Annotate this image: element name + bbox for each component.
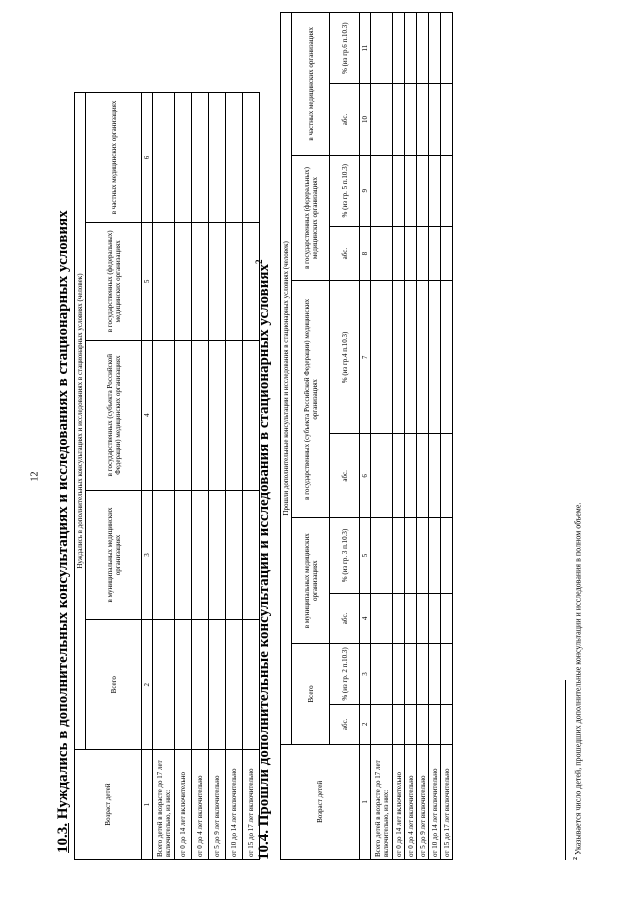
t2-cell[interactable] [405, 434, 417, 518]
t1-age-header: Возраст детей [75, 750, 142, 860]
t1-colnum: 1 [142, 750, 153, 860]
t2-colnum: 1 [360, 744, 371, 859]
footnote-text: Указывается число детей, прошедших дополнительные консультации и исследования в полном объеме. [573, 502, 583, 855]
t2-cell[interactable] [441, 644, 453, 705]
t2-pct-header: % (из гр. 2 п.10.3) [330, 644, 360, 705]
table-row [441, 13, 453, 860]
t1-cell[interactable] [175, 340, 192, 490]
t2-abs-header: абс. [330, 593, 360, 643]
t1-cell[interactable] [243, 93, 260, 223]
t2-pct-header: % (из гр. 5 п.10.3) [330, 155, 360, 226]
t2-row-label: от 5 до 9 лет включительно [417, 744, 429, 859]
table-row [175, 93, 192, 860]
footnote [573, 503, 583, 860]
t2-cell[interactable] [429, 155, 441, 226]
t2-cell[interactable] [441, 704, 453, 744]
table-row [209, 93, 226, 860]
t2-cell[interactable] [417, 644, 429, 705]
table2 [280, 12, 453, 860]
table-row [393, 13, 405, 860]
t1-group-header: Нуждались в дополнительных консультациях и исследованиях в стационарных условиях (человек) [75, 93, 86, 750]
t1-row-label: от 0 до 14 лет включительно [175, 750, 192, 860]
t2-cell[interactable] [405, 13, 417, 84]
t2-federal-header: в государственных (федеральных) медицинских организациях [292, 155, 330, 281]
t2-cell[interactable] [429, 704, 441, 744]
t2-cell[interactable] [429, 281, 441, 434]
t2-colnum: 6 [360, 434, 371, 518]
t2-colnum: 2 [360, 704, 371, 744]
t2-cell[interactable] [441, 593, 453, 643]
table-row [226, 93, 243, 860]
t2-cell[interactable] [371, 281, 393, 434]
t1-cell[interactable] [226, 93, 243, 223]
t1-cell[interactable] [192, 620, 209, 750]
t2-pct-header: % (из гр.4 п.10.3) [330, 281, 360, 434]
t2-cell[interactable] [405, 281, 417, 434]
t1-federal-header: в государственных (федеральных) медицинских организациях [86, 222, 142, 340]
t1-colnum: 6 [142, 93, 153, 223]
t2-subject-header: в государственных (субъекта Российской Федерации) медицинских организациях [292, 281, 330, 518]
t2-cell[interactable] [417, 226, 429, 281]
t2-cell[interactable] [393, 226, 405, 281]
t1-cell[interactable] [226, 222, 243, 340]
t2-colnum: 5 [360, 518, 371, 593]
t2-abs-header: абс. [330, 704, 360, 744]
t2-row-label: Всего детей в возрасте до 17 лет включительно, из них: [371, 744, 393, 859]
t1-colnum: 4 [142, 340, 153, 490]
t1-cell[interactable] [209, 340, 226, 490]
table-row [405, 13, 417, 860]
t2-abs-header: абс. [330, 226, 360, 281]
t2-cell[interactable] [371, 226, 393, 281]
t2-age-header: Возраст детей [281, 744, 360, 859]
t2-cell[interactable] [393, 644, 405, 705]
t2-cell[interactable] [417, 281, 429, 434]
t2-row-label: от 15 до 17 лет включительно [441, 744, 453, 859]
t1-cell[interactable] [209, 222, 226, 340]
t2-cell[interactable] [441, 518, 453, 593]
t2-row-label: от 0 до 14 лет включительно [393, 744, 405, 859]
t2-cell[interactable] [417, 518, 429, 593]
t1-cell[interactable] [153, 93, 175, 223]
table2-title-text: Прошли дополнительные консультации и исследования в стационарных условиях [256, 263, 272, 827]
t2-colnum: 8 [360, 226, 371, 281]
t2-cell[interactable] [417, 13, 429, 84]
t2-cell[interactable] [393, 434, 405, 518]
table2-title [254, 259, 273, 860]
t1-cell[interactable] [153, 222, 175, 340]
t2-cell[interactable] [393, 13, 405, 84]
t1-cell[interactable] [153, 490, 175, 620]
t2-colnum: 10 [360, 84, 371, 155]
t2-cell[interactable] [417, 434, 429, 518]
t2-cell[interactable] [405, 593, 417, 643]
table-row [371, 13, 393, 860]
t1-colnum: 5 [142, 222, 153, 340]
t1-row-label: от 5 до 9 лет включительно [209, 750, 226, 860]
t2-cell[interactable] [405, 84, 417, 155]
t1-row-label: от 0 до 4 лет включительно [192, 750, 209, 860]
t1-cell[interactable] [175, 222, 192, 340]
t2-cell[interactable] [393, 518, 405, 593]
t1-private-header: в частных медицинских организациях [86, 93, 142, 223]
t1-total-header: Всего [86, 620, 142, 750]
t2-cell[interactable] [429, 84, 441, 155]
t2-cell[interactable] [371, 593, 393, 643]
t2-cell[interactable] [417, 155, 429, 226]
table-row [153, 93, 175, 860]
t2-cell[interactable] [371, 644, 393, 705]
footnote-mark: 2 [573, 857, 579, 860]
t1-cell[interactable] [209, 93, 226, 223]
t1-cell[interactable] [209, 620, 226, 750]
t2-cell[interactable] [441, 155, 453, 226]
t2-colnum: 7 [360, 281, 371, 434]
t1-cell[interactable] [192, 340, 209, 490]
t1-cell[interactable] [175, 490, 192, 620]
t2-cell[interactable] [393, 84, 405, 155]
t2-cell[interactable] [405, 518, 417, 593]
table1-number: 10.3. [55, 823, 71, 853]
t2-cell[interactable] [393, 704, 405, 744]
t1-row-label: Всего детей в возрасте до 17 лет включительно, из них: [153, 750, 175, 860]
t2-cell[interactable] [371, 84, 393, 155]
t2-cell[interactable] [441, 13, 453, 84]
table-row [429, 13, 441, 860]
t2-cell[interactable] [429, 593, 441, 643]
t2-abs-header: абс. [330, 84, 360, 155]
t1-colnum: 2 [142, 620, 153, 750]
t2-cell[interactable] [405, 644, 417, 705]
footnote-divider [565, 680, 566, 860]
table1-title [55, 210, 72, 853]
t1-cell[interactable] [226, 490, 243, 620]
t1-cell[interactable] [192, 93, 209, 223]
table2-number: 10.4. [256, 830, 272, 860]
page-number: 12 [29, 471, 41, 482]
t2-cell[interactable] [405, 155, 417, 226]
t2-cell[interactable] [405, 226, 417, 281]
t2-pct-header: % (из гр. 3 п.10.3) [330, 518, 360, 593]
t2-row-label: от 0 до 4 лет включительно [405, 744, 417, 859]
t2-cell[interactable] [371, 518, 393, 593]
t2-colnum: 9 [360, 155, 371, 226]
t2-total-header: Всего [292, 644, 330, 745]
t2-cell[interactable] [371, 434, 393, 518]
t1-cell[interactable] [226, 620, 243, 750]
t1-colnum: 3 [142, 490, 153, 620]
t2-group-header: Прошли дополнительные консультации и исследования в стационарных условиях (человек) [281, 13, 292, 745]
t1-subject-header: в государственных (субъекта Российской Федерации) медицинских организациях [86, 340, 142, 490]
t1-cell[interactable] [175, 93, 192, 223]
t1-cell[interactable] [175, 620, 192, 750]
t1-cell[interactable] [192, 490, 209, 620]
t1-cell[interactable] [209, 490, 226, 620]
t2-cell[interactable] [429, 518, 441, 593]
table-row [417, 13, 429, 860]
t1-cell[interactable] [192, 222, 209, 340]
t2-cell[interactable] [393, 593, 405, 643]
t2-colnum: 11 [360, 13, 371, 84]
t1-cell[interactable] [153, 340, 175, 490]
t1-row-label: от 10 до 14 лет включительно [226, 750, 243, 860]
t2-private-header: в частных медицинских организациях [292, 13, 330, 156]
t2-cell[interactable] [441, 434, 453, 518]
t2-cell[interactable] [393, 155, 405, 226]
t2-cell[interactable] [405, 704, 417, 744]
table2-title-footnote-mark: 2 [254, 259, 264, 264]
t1-cell[interactable] [153, 620, 175, 750]
t1-cell[interactable] [226, 340, 243, 490]
table-row [192, 93, 209, 860]
t1-municipal-header: в муниципальных медицинских организациях [86, 490, 142, 620]
t2-abs-header: абс. [330, 434, 360, 518]
t2-cell[interactable] [429, 434, 441, 518]
t2-cell[interactable] [429, 13, 441, 84]
t1-row-label: от 15 до 17 лет включительно [243, 750, 260, 860]
t2-cell[interactable] [441, 226, 453, 281]
t2-cell[interactable] [441, 281, 453, 434]
table1 [74, 92, 260, 860]
t2-cell[interactable] [393, 281, 405, 434]
t2-cell[interactable] [429, 644, 441, 705]
t2-cell[interactable] [417, 704, 429, 744]
t2-cell[interactable] [441, 84, 453, 155]
t2-cell[interactable] [371, 704, 393, 744]
t2-row-label: от 10 до 14 лет включительно [429, 744, 441, 859]
t2-cell[interactable] [371, 13, 393, 84]
t2-colnum: 4 [360, 593, 371, 643]
t2-pct-header: % (из гр.6 п.10.3) [330, 13, 360, 84]
t2-cell[interactable] [429, 226, 441, 281]
t2-cell[interactable] [417, 84, 429, 155]
t2-colnum: 3 [360, 644, 371, 705]
t2-municipal-header: в муниципальных медицинских организациях [292, 518, 330, 644]
table1-title-text: Нуждались в дополнительных консультациях и исследованиях в стационарных условиях [55, 210, 71, 820]
t2-cell[interactable] [417, 593, 429, 643]
t2-cell[interactable] [371, 155, 393, 226]
